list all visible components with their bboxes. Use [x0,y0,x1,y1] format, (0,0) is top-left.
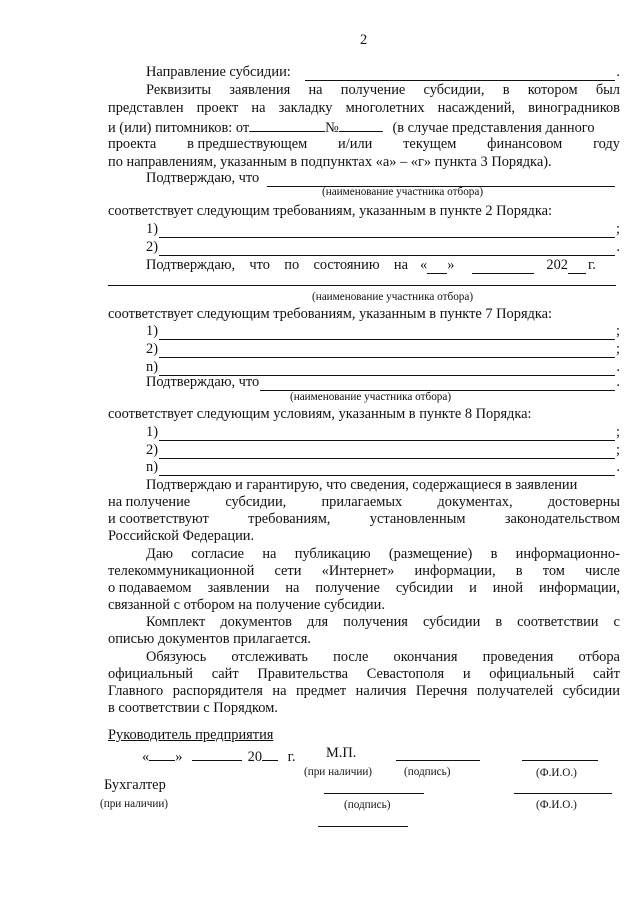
confirm-2-item-1: 1) ; [146,323,620,339]
head-label: Руководитель предприятия [108,727,274,743]
confirm-1-item-2: 2) . [146,239,620,255]
confirm-3-caption: (наименование участника отбора) [290,391,452,403]
requisites-line-4: проекта в предшествующем и/или текущем финансовом году [108,136,620,152]
requisites-line-2: представлен проект на закладку многолетних насаждений, виноградников [108,100,620,116]
obligation-line-1: Обязуюсь отслеживать после окончания проведения отбора [146,649,620,665]
requisites-line-3: и (или) питомников: от № (в случае представления данного [108,117,595,137]
confirm-2-participant-blank[interactable] [108,285,616,286]
consent-line-4: связанной с отбором на получение субсидии. [108,597,385,613]
requisites-number-blank[interactable] [339,117,383,132]
confirm-2-item-2: 2) ; [146,341,620,357]
confirm-2-caption: (наименование участника отбора) [312,291,474,303]
confirm-3-item-1: 1) ; [146,424,620,440]
guarantee-line-2: на получение субсидии, прилагаемых документах, достоверны [108,494,620,510]
confirm-3-req-text: соответствует следующим условиям, указанным в пункте 8 Порядка: [108,406,532,422]
obligation-line-4: в соответствии с Порядком. [108,700,278,716]
confirm-3-row: Подтверждаю, что . [146,374,620,390]
sign-day-blank[interactable] [149,746,175,761]
requisites-line-5: по направлениям, указанным в подпунктах «а» – «г» пункта 3 Порядка). [108,154,552,170]
head-name-caption: (Ф.И.О.) [536,767,577,779]
requisites-line-1: Реквизиты заявления на получение субсидии, в котором был [146,82,620,98]
confirm-3-participant-blank[interactable] [260,376,615,391]
head-signature-caption: (подпись) [404,766,451,778]
accountant-signature-blank[interactable] [324,793,424,794]
mp-label: М.П. [326,745,357,761]
confirm-1-item-1: 1) ; [146,221,620,237]
guarantee-line-1: Подтверждаю и гарантирую, что сведения, содержащиеся в заявлении [146,477,578,493]
consent-line-3: о подаваемом заявлении на получение субсидии и иной информации, [108,580,620,596]
confirm-2-req-text: соответствует следующим требованиям, указанным в пункте 7 Порядка: [108,306,553,322]
package-line-2: описью документов прилагается. [108,631,312,647]
consent-line-2: телекоммуникационной сети «Интернет» информации, в том числе [108,563,620,579]
requisites-date-blank[interactable] [249,117,325,132]
confirm-3-item-2: 2) ; [146,442,620,458]
accountant-label: Бухгалтер [104,777,166,793]
confirm-3-item-n: n) . [146,459,620,475]
confirm-2-year-blank[interactable] [568,259,586,274]
head-name-blank[interactable] [522,760,598,761]
mp-if-any: (при наличии) [304,766,373,778]
subsidy-direction-row: Направление субсидии: . [146,64,620,80]
confirm-2-month-blank[interactable] [472,259,534,274]
sign-year-blank[interactable] [262,746,278,761]
guarantee-line-3: и соответствуют требованиям, установленным законодательством [108,511,620,527]
obligation-line-3: Главного распорядителя на предмет наличия Перечня получателей субсидии [108,683,620,699]
sign-date-row: « » 20 г. [142,746,296,766]
confirm-1-req-text: соответствует следующим требованиям, указанным в пункте 2 Порядка: [108,203,553,219]
page-number: 2 [360,32,368,48]
sign-month-blank[interactable] [192,746,242,761]
subsidy-direction-blank[interactable] [305,66,616,81]
confirm-2-item-n: n) . [146,359,620,375]
obligation-line-2: официальный сайт Правительства Севастополя и официальный сайт [108,666,620,682]
package-line-1: Комплект документов для получения субсидии в соответствии с [146,614,620,630]
head-signature-blank[interactable] [396,760,480,761]
accountant-if-any: (при наличии) [100,798,169,810]
confirm-1-row: Подтверждаю, что [146,169,616,187]
accountant-name-caption: (Ф.И.О.) [536,799,577,811]
confirm-2-day-blank[interactable] [427,259,447,274]
confirm-2-date-row: Подтверждаю, что по состоянию на « » 202 г. [146,257,596,273]
extra-signature-blank[interactable] [318,826,408,827]
guarantee-line-4: Российской Федерации. [108,528,255,544]
confirm-1-caption: (наименование участника отбора) [322,186,484,198]
subsidy-direction-label: Направление субсидии: [146,64,291,80]
consent-line-1: Даю согласие на публикацию (размещение) в информационно- [146,546,620,562]
accountant-signature-caption: (подпись) [344,799,391,811]
accountant-name-blank[interactable] [514,793,612,794]
